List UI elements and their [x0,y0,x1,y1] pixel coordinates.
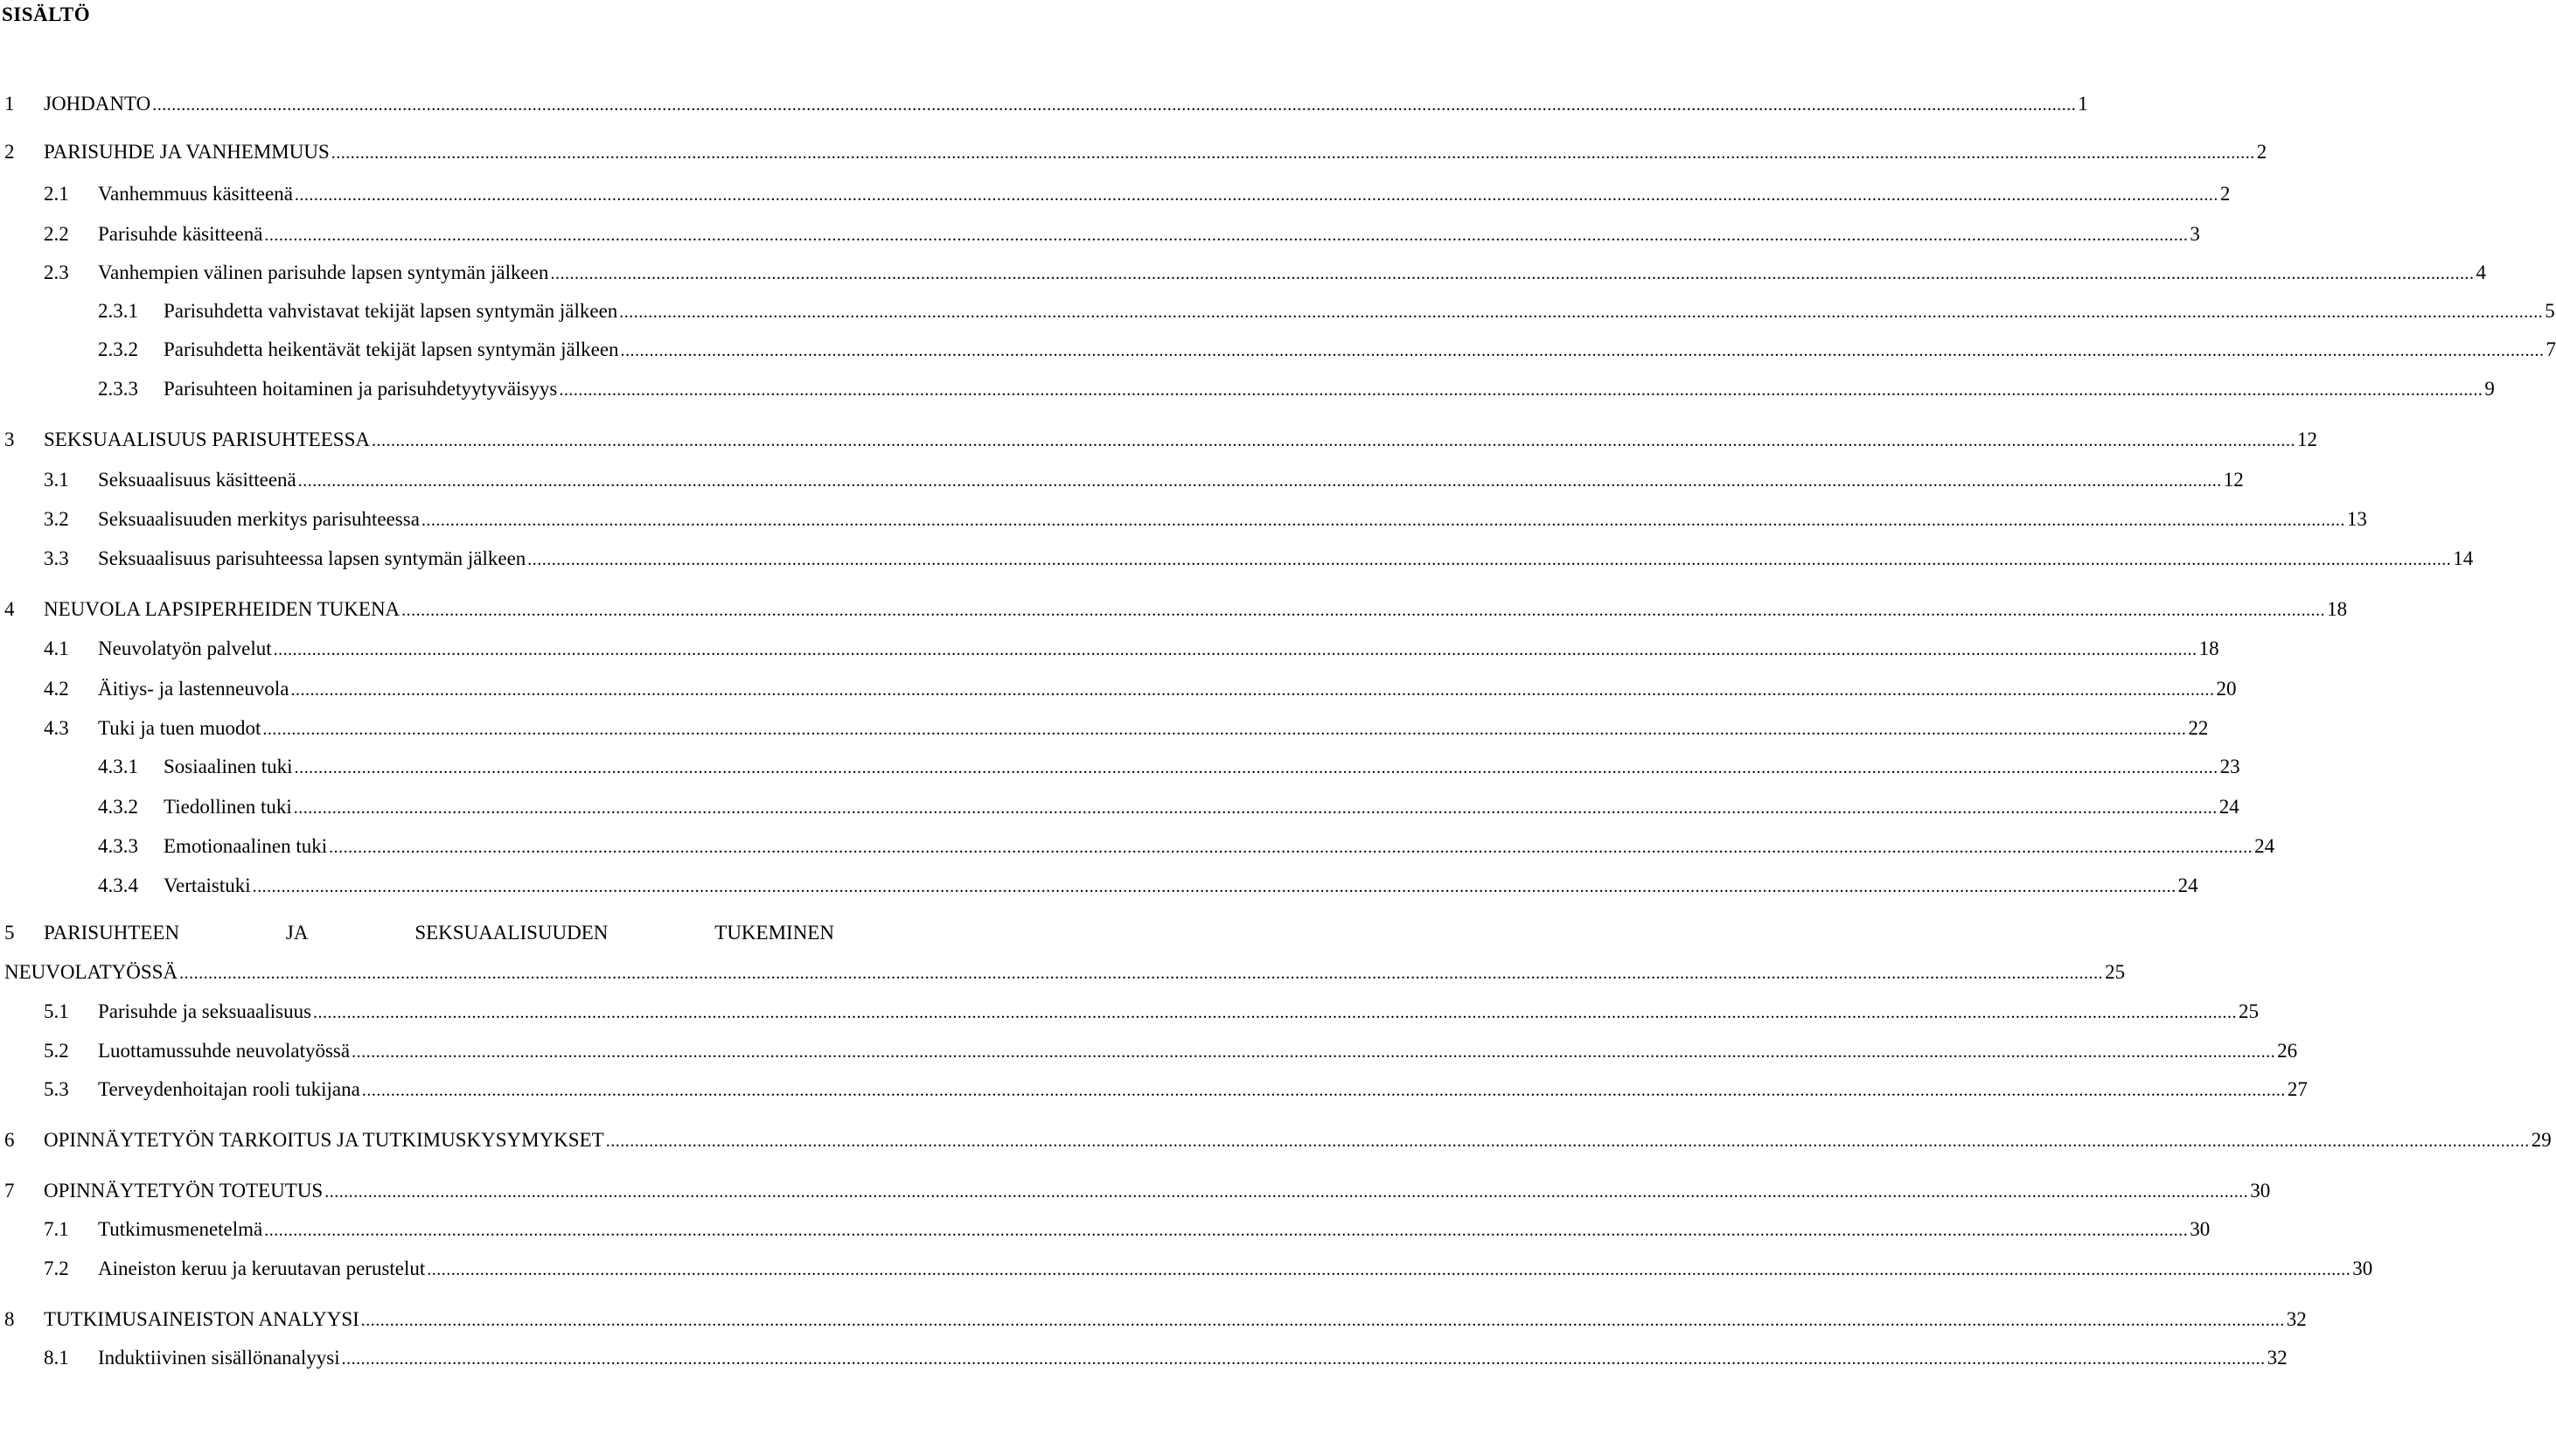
dot-leader: ................................................................................................................................................................................................................................................................................................................................................................................................................ [605,1132,2530,1151]
dot-leader: ................................................................................................................................................................................................................................................................................................................................................................................................................ [264,226,2189,245]
toc-page-number: 18 [2198,637,2219,659]
toc-page-number: 30 [2352,1257,2373,1279]
toc-row-6 [0,1127,2552,1153]
toc-entry-link[interactable] [98,676,2237,703]
toc-entry-number: 1 [4,93,15,115]
toc-row-5-3 [0,1076,2308,1103]
toc-page-number: 13 [2346,508,2367,530]
dot-leader: ................................................................................................................................................................................................................................................................................................................................................................................................................ [329,838,2253,857]
toc-entry-number: 4 [4,598,15,620]
toc-entry-title: Seksuaalisuuden merkitys parisuhteessa [98,508,420,530]
toc-row-8 [0,1306,2307,1333]
toc-entry-link[interactable] [164,873,2198,900]
toc-entry-title: OPINNÄYTETYÖN TOTEUTUS [44,1180,324,1202]
toc-entry-number: 2.1 [44,183,69,205]
toc-page-number: 26 [2277,1040,2298,1062]
toc-entry-link[interactable] [44,427,2317,454]
toc-entry-title: JOHDANTO [44,93,151,115]
toc-entry-title: Vanhemmuus käsitteenä [98,183,293,205]
toc-entry-link[interactable] [98,506,2367,533]
toc-entry-link[interactable] [164,794,2239,821]
toc-entry-link[interactable] [98,715,2209,742]
dot-leader: ................................................................................................................................................................................................................................................................................................................................................................................................................ [361,1081,2286,1100]
toc-entry-number: 4.1 [44,637,69,659]
toc-entry-title: NEUVOLA LAPSIPERHEIDEN TUKENA [44,598,400,620]
toc-entry-title: Äitiys- ja lastenneuvola [98,678,289,700]
dot-leader: ................................................................................................................................................................................................................................................................................................................................................................................................................ [290,680,2215,700]
toc-entry-link[interactable] [98,1256,2373,1283]
toc-row-3-3 [0,546,2474,572]
toc-entry-number: 4.3.1 [98,756,138,777]
toc-entry-title: Neuvolatyön palvelut [98,637,272,659]
toc-entry-number: 4.2 [44,678,69,700]
toc-row-4-3 [0,715,2209,742]
toc-entry-number: 2.3.3 [98,378,138,400]
dot-leader: ................................................................................................................................................................................................................................................................................................................................................................................................................ [294,185,2218,205]
toc-row-1 [0,91,2088,117]
toc-row-2-3-2 [0,337,2556,363]
toc-entry-title: Vertaistuki [164,874,251,896]
toc-entry-title: Tutkimusmenetelmä [98,1218,263,1240]
toc-entry-number: 3.3 [44,547,69,569]
toc-row-4-1 [0,636,2219,662]
toc-entry-title: Emotionaalinen tuki [164,835,328,857]
toc-entry-link[interactable] [44,139,2267,166]
page-title: SISÄLTÖ [2,3,91,25]
dot-leader: ................................................................................................................................................................................................................................................................................................................................................................................................................ [341,1349,2266,1369]
toc-entry-number: 5.1 [44,1000,69,1022]
toc-entry-link[interactable] [98,636,2219,663]
dot-leader: ................................................................................................................................................................................................................................................................................................................................................................................................................ [294,758,2218,777]
dot-leader: ................................................................................................................................................................................................................................................................................................................................................................................................................ [352,1042,2276,1062]
toc-page-number: 4 [2476,261,2486,283]
toc-entry-number: 2.3.2 [98,338,138,360]
toc-entry-title: Vanhempien välinen parisuhde lapsen syntymän jälkeen [98,261,549,283]
toc-entry-title: Terveydenhoitajan rooli tukijana [98,1078,360,1100]
toc-entry-title: Parisuhdetta vahvistavat tekijät lapsen syntymän jälkeen [164,300,618,322]
toc-entry-title: Luottamussuhde neuvolatyössä [98,1040,351,1062]
toc-row-3 [0,427,2317,453]
toc-row-4-3-4 [0,873,2198,899]
toc-page-number: 30 [2250,1180,2271,1202]
dot-leader: ................................................................................................................................................................................................................................................................................................................................................................................................................ [527,550,2452,569]
toc-entry-link[interactable] [98,181,2231,208]
dot-leader: ................................................................................................................................................................................................................................................................................................................................................................................................................ [264,1221,2189,1240]
toc-entry-number: 5.3 [44,1078,69,1100]
toc-page-number: 7 [2546,338,2556,360]
toc-entry-link[interactable] [164,833,2275,860]
toc-page-number: 24 [2218,796,2239,818]
toc-entry-number: 7.2 [44,1257,69,1279]
dot-leader: ................................................................................................................................................................................................................................................................................................................................................................................................................ [152,95,2077,115]
toc-entry-number: 5 [4,922,15,944]
toc-page-number: 29 [2531,1129,2552,1151]
toc-entry-link[interactable] [164,337,2556,364]
toc-page-number: 5 [2545,300,2555,322]
toc-page-number: 3 [2190,223,2200,245]
toc-entry-link[interactable] [98,1038,2298,1065]
dot-leader: ................................................................................................................................................................................................................................................................................................................................................................................................................ [620,341,2545,360]
toc-entry-title: OPINNÄYTETYÖN TARKOITUS JA TUTKIMUSKYSYMYKSET [44,1129,604,1151]
toc-entry-link[interactable] [44,1127,2552,1154]
toc-title-word: JA [285,922,309,944]
toc-page-number: 12 [2223,469,2244,491]
toc-entry-number: 7 [4,1180,15,1202]
toc-entry-number: 2 [4,141,15,163]
toc-row-5 [0,920,839,946]
toc-page-number: 2 [2256,141,2267,163]
toc-entry-title: Parisuhde käsitteenä [98,223,263,245]
toc-entry-link[interactable] [44,91,2088,118]
toc-entry-title: Induktiivinen sisällönanalyysi [98,1347,340,1369]
toc-title-word: PARISUHTEEN [44,922,180,944]
toc-entry-title-line1[interactable] [44,920,834,946]
toc-entry-link[interactable] [98,260,2486,287]
toc-row-2-3-3 [0,376,2495,402]
toc-title-word: SEKSUAALISUUDEN [414,922,609,944]
toc-entry-title: TUTKIMUSAINEISTON ANALYYSI [44,1308,359,1330]
toc-page-number: 1 [2078,93,2088,115]
toc-entry-link[interactable] [164,298,2555,325]
dot-leader: ................................................................................................................................................................................................................................................................................................................................................................................................................ [324,1182,2249,1202]
toc-entry-link[interactable] [4,959,2126,986]
toc-page-number: 18 [2327,598,2348,620]
dot-leader: ................................................................................................................................................................................................................................................................................................................................................................................................................ [371,431,2295,450]
toc-entry-link[interactable] [98,467,2244,494]
toc-entry-number: 4.3.2 [98,796,138,818]
dot-leader: ................................................................................................................................................................................................................................................................................................................................................................................................................ [293,798,2218,818]
dot-leader: ................................................................................................................................................................................................................................................................................................................................................................................................................ [179,964,2104,983]
toc-entry-link[interactable] [98,999,2260,1026]
toc-entry-title: PARISUHDE JA VANHEMMUUS [44,141,330,163]
toc-page-number: 2 [2219,183,2231,205]
toc-entry-number: 8.1 [44,1347,69,1369]
toc-entry-number: 5.2 [44,1040,69,1062]
toc-row-7-2 [0,1256,2373,1282]
toc-entry-link[interactable] [164,376,2495,403]
toc-entry-link[interactable] [44,1306,2307,1334]
dot-leader: ................................................................................................................................................................................................................................................................................................................................................................................................................ [550,264,2475,283]
toc-entry-number: 3.2 [44,508,69,530]
toc-entry-link[interactable] [44,596,2348,624]
toc-page-number: 24 [2177,874,2198,896]
dot-leader: ................................................................................................................................................................................................................................................................................................................................................................................................................ [401,601,2326,620]
toc-entry-title: Aineiston keruu ja keruutavan perustelut [98,1257,426,1279]
toc-entry-number: 4.3.4 [98,874,138,896]
dot-leader: ................................................................................................................................................................................................................................................................................................................................................................................................................ [331,143,2255,163]
toc-entry-link[interactable] [98,1345,2288,1372]
toc-entry-link[interactable] [98,221,2200,248]
toc-entry-link[interactable] [98,1076,2308,1104]
toc-row-2-3 [0,260,2486,286]
toc-row-4-2 [0,676,2237,702]
toc-row-8-1 [0,1345,2288,1371]
toc-row-2 [0,139,2267,165]
toc-row-2-2 [0,221,2200,247]
toc-entry-title: Parisuhdetta heikentävät tekijät lapsen syntymän jälkeen [164,338,619,360]
dot-leader: ................................................................................................................................................................................................................................................................................................................................................................................................................ [427,1260,2351,1279]
dot-leader: ................................................................................................................................................................................................................................................................................................................................................................................................................ [360,1311,2285,1330]
dot-leader: ................................................................................................................................................................................................................................................................................................................................................................................................................ [262,720,2187,739]
toc-row-4-3-3 [0,833,2275,860]
toc-row-3-1 [0,467,2244,493]
toc-row-2-3-1 [0,298,2555,324]
toc-entry-number: 7.1 [44,1218,69,1240]
toc-row-5-1 [0,999,2260,1025]
toc-page-number: 14 [2453,547,2474,569]
toc-page-number: 25 [2239,1000,2260,1022]
dot-leader: ................................................................................................................................................................................................................................................................................................................................................................................................................ [619,303,2544,322]
toc-page-number: 20 [2216,678,2237,700]
toc-entry-link[interactable] [98,546,2474,573]
toc-page-number: 23 [2219,756,2240,777]
toc-row-continuation [0,959,2126,986]
dot-leader: ................................................................................................................................................................................................................................................................................................................................................................................................................ [297,471,2222,491]
toc-page-number: 24 [2254,835,2275,857]
toc-entry-number: 8 [4,1308,15,1330]
toc-entry-link[interactable] [44,1178,2271,1205]
toc-entry-number: 2.2 [44,223,69,245]
toc-title-word: TUKEMINEN [714,922,834,944]
dot-leader: ................................................................................................................................................................................................................................................................................................................................................................................................................ [273,640,2197,659]
dot-leader: ................................................................................................................................................................................................................................................................................................................................................................................................................ [252,877,2176,896]
toc-row-5-2 [0,1038,2298,1064]
toc-entry-link[interactable] [164,754,2240,781]
toc-entry-number: 3.1 [44,469,69,491]
toc-entry-title: Seksuaalisuus käsitteenä [98,469,296,491]
toc-entry-number: 6 [4,1129,15,1151]
toc-page-number: 25 [2105,961,2126,983]
toc-entry-title: Parisuhteen hoitaminen ja parisuhdetyytyväisyys [164,378,558,400]
toc-row-7 [0,1178,2271,1204]
dot-leader: ................................................................................................................................................................................................................................................................................................................................................................................................................ [421,511,2345,530]
toc-row-4-3-2 [0,794,2239,820]
toc-entry-number: 2.3 [44,261,69,283]
toc-row-4-3-1 [0,754,2240,780]
toc-page-number: 27 [2287,1078,2308,1100]
dot-leader: ................................................................................................................................................................................................................................................................................................................................................................................................................ [559,380,2483,400]
toc-page-number: 30 [2190,1218,2211,1240]
toc-page-number: 32 [2267,1347,2288,1369]
toc-entry-title: NEUVOLATYÖSSÄ [4,961,178,983]
toc-entry-number: 4.3.3 [98,835,138,857]
toc-entry-number: 2.3.1 [98,300,138,322]
toc-entry-title: SEKSUAALISUUS PARISUHTEESSA [44,428,370,450]
toc-row-3-2 [0,506,2367,533]
toc-row-7-1 [0,1216,2211,1243]
toc-entry-number: 3 [4,428,15,450]
dot-leader: ................................................................................................................................................................................................................................................................................................................................................................................................................ [313,1003,2238,1022]
toc-entry-title: Sosiaalinen tuki [164,756,293,777]
toc-entry-number: 4.3 [44,717,69,739]
toc-entry-title: Tiedollinen tuki [164,796,292,818]
toc-entry-title: Parisuhde ja seksuaalisuus [98,1000,312,1022]
toc-entry-title: Tuki ja tuen muodot [98,717,261,739]
toc-page-number: 22 [2188,717,2209,739]
toc-page-number: 12 [2296,428,2317,450]
toc-entry-link[interactable] [98,1216,2211,1244]
toc-row-4 [0,596,2348,623]
toc-page-number: 9 [2484,378,2495,400]
toc-entry-title: Seksuaalisuus parisuhteessa lapsen syntymän jälkeen [98,547,526,569]
toc-page-number: 32 [2286,1308,2307,1330]
toc-row-2-1 [0,181,2231,207]
